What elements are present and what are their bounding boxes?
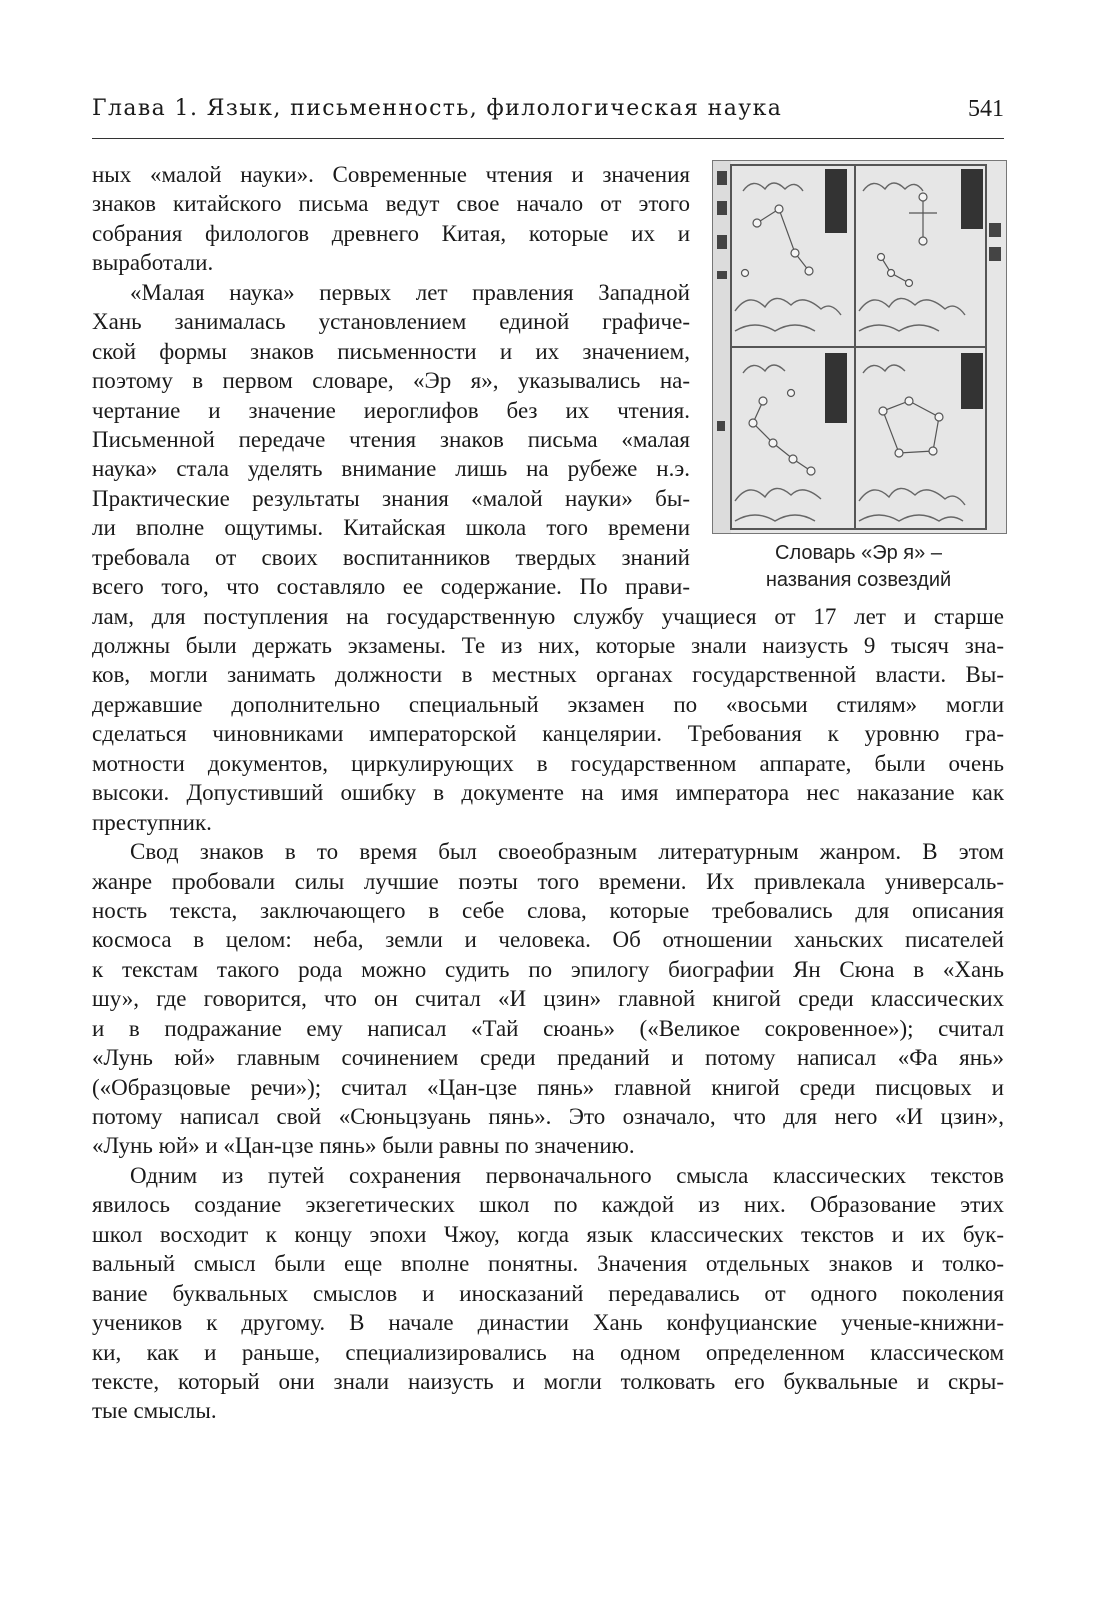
text-line: собрания филологов древнего Китая, которые их и (92, 220, 690, 246)
text-line: («Образцовые речи»); считал «Цан-цзе пянь» главной книгой среди писцовых и (92, 1074, 1004, 1100)
text-line: и в подражание ему написал «Тай сюань» («Великое сокровенное»); считал (92, 1015, 1004, 1041)
text-line: наука» стала уделять внимание лишь на рубеже н.э. (92, 456, 690, 482)
caption-line: названия созвездий (765, 569, 952, 591)
caption-line: Словарь «Эр я» – (775, 542, 942, 564)
text-line: вание буквальных смыслов и иносказаний передавались от одного поколения (92, 1280, 1004, 1306)
text-line: тексте, который они знали наизусть и могли толковать его буквальные и скры- (92, 1368, 1004, 1394)
text-line: державшие дополнительно специальный экзамен по «восьми стилям» могли (92, 691, 1004, 717)
text-line: знаков китайского письма ведут свое начало от этого (92, 191, 690, 217)
text-line: тые смыслы. (92, 1398, 217, 1424)
text-line: космоса в целом: неба, земли и человека. Об отношении ханьских писателей (92, 927, 1004, 953)
text-line: Одним из путей сохранения первоначального смысла классических текстов (130, 1162, 1004, 1188)
text-line: Практические результаты знания «малой науки» бы- (92, 485, 690, 511)
text-line: вальный смысл были еще вполне понятны. Значения отдельных знаков и толко- (92, 1251, 1004, 1277)
text-line: мотности документов, циркулирующих в государственном аппарате, были очень (92, 750, 1004, 776)
text-line: чертание и значение иероглифов без их чтения. (92, 397, 690, 423)
text-line: к текстам такого рода можно судить по эпилогу биографии Ян Сюна в «Хань (92, 956, 1004, 982)
text-line: преступник. (92, 809, 212, 835)
running-header (92, 90, 1004, 139)
text-line: потому написал свой «Сюньцзуань пянь». Это означало, что для него «И цзин», (92, 1104, 1004, 1129)
text-line: «Малая наука» первых лет правления Западной (130, 279, 690, 305)
text-line: требовала от своих воспитанников твердых знаний (92, 544, 690, 570)
text-line: ков, могли занимать должности в местных органах государственной власти. Вы- (92, 662, 1004, 688)
page-number: 541 (968, 96, 1004, 122)
text-line: Хань занималась установлением единой графиче- (92, 309, 690, 335)
text-line: «Лунь юй» главным сочинением среди преданий и потому написал «Фа янь» (92, 1045, 1004, 1071)
text-line: поэтому в первом словаре, «Эр я», указывались на- (92, 368, 690, 394)
text-line: ность текста, заключающего в себе слова, которые требовались для описания (92, 897, 1004, 923)
text-line: лам, для поступления на государственную службу учащиеся от 17 лет и старше (92, 603, 1004, 629)
body-text (92, 160, 1004, 1426)
text-line: жанре пробовали силы лучшие поэты того времени. Их привлекала универсаль- (92, 868, 1004, 894)
text-line: ки, как и раньше, специализировались на одном определенном классическом (92, 1339, 1004, 1365)
text-line: должны были держать экзамены. Те из них, которые знали наизусть 9 тысяч зна- (92, 633, 1004, 658)
text-line: учеников к другому. В начале династии Хань конфуцианские ученые-книжни- (92, 1310, 1004, 1336)
text-line: ской формы знаков письменности и их значением, (92, 338, 690, 364)
text-line: сделаться чиновниками императорской канцелярии. Требования к уровню гра- (92, 721, 1004, 747)
text-line: Свод знаков в то время был своеобразным литературным жанром. В этом (130, 839, 1004, 865)
text-line: ли вполне ощутимы. Китайская школа того времени (92, 515, 690, 541)
text-line: школ восходит к концу эпохи Чжоу, когда язык классических текстов и их бук- (92, 1221, 1004, 1247)
text-line: «Лунь юй» и «Цан-цзе пянь» были равны по значению. (92, 1133, 635, 1159)
chapter-title: Глава 1. Язык, письменность, филологическая наука (92, 96, 783, 121)
text-line: шу», где говорится, что он считал «И цзин» главной книгой среди классических (92, 986, 1004, 1012)
text-line: высоки. Допустивший ошибку в документе на имя императора нес наказание как (92, 780, 1004, 806)
text-line: ных «малой науки». Современные чтения и значения (92, 162, 690, 187)
text-line: Письменной передаче чтения знаков письма «малая (92, 426, 690, 452)
text-line: всего того, что составляло ее содержание. По прави- (92, 574, 690, 600)
text-line: выработали. (92, 250, 214, 276)
text-line: явилось создание экзегетических школ по каждой из них. Образование этих (92, 1192, 1004, 1218)
